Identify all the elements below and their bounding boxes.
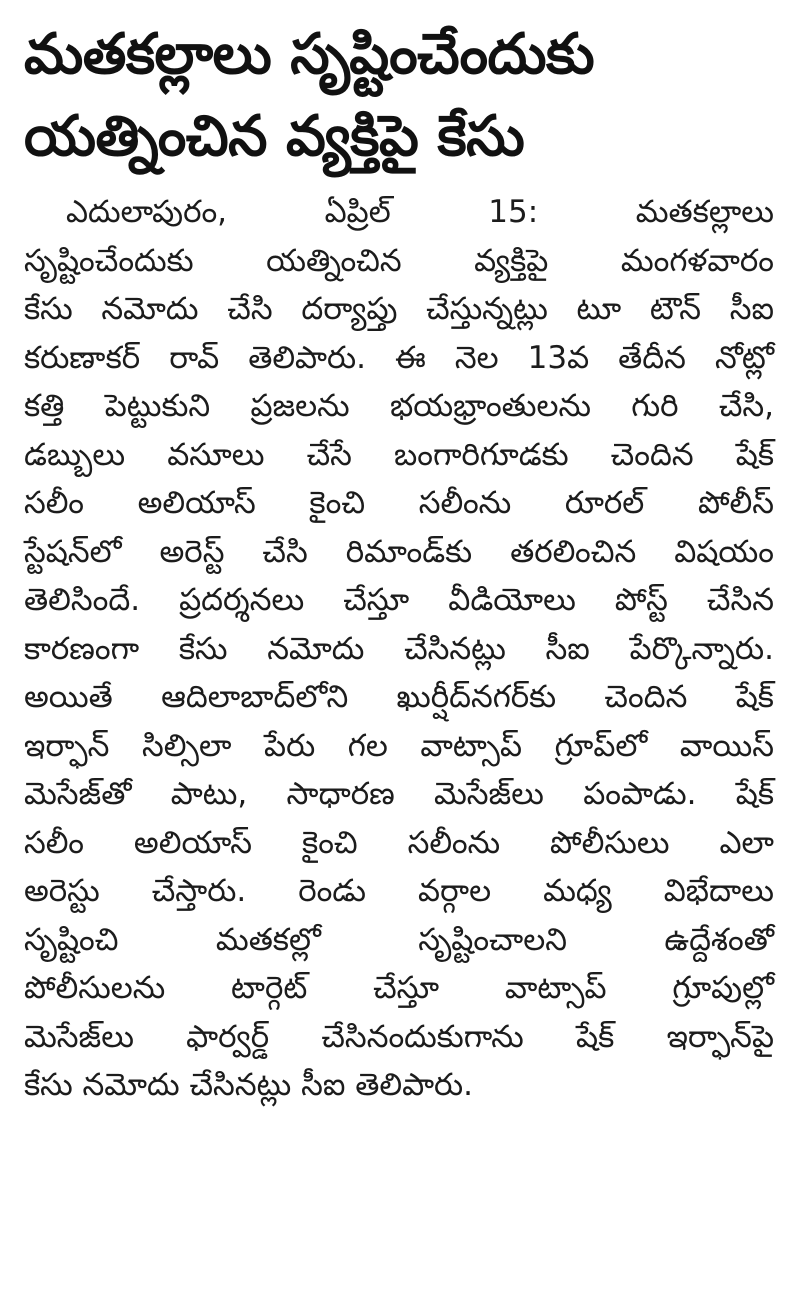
body-line: సలీం అలియాస్ కైంచి సలీంను రూరల్ పోలీస్ bbox=[24, 485, 774, 521]
body-line: కేసు నమోదు చేసి దర్యాప్తు చేస్తున్నట్లు టూ టౌన్ సీఐ bbox=[24, 291, 774, 327]
body-line: పోలీసులను టార్గెట్ చేస్తూ వాట్సాప్ గ్రూపుల్లో bbox=[24, 970, 774, 1006]
body-line: కారణంగా కేసు నమోదు చేసినట్లు సీఐ పేర్కొన్నారు. bbox=[24, 630, 774, 667]
headline-line-1: మతకల్లాలు సృష్టించేందుకు bbox=[24, 22, 595, 87]
body-line: తెలిసిందే. ప్రదర్శనలు చేస్తూ వీడియోలు పోస్ట్ చేసిన bbox=[24, 582, 774, 618]
body-line: ఇర్ఫాన్ సిల్సిలా పేరు గల వాట్సాప్ గ్రూప్‌లో వాయిస్ bbox=[24, 727, 774, 764]
body-line: సృష్టించి మతకల్లో సృష్టించాలని ఉద్దేశంతో bbox=[24, 921, 774, 958]
article-body bbox=[24, 188, 774, 1110]
headline-line-2: యత్నించిన వ్యక్తిపై కేసు bbox=[24, 104, 525, 169]
body-line: అరెస్టు చేస్తారు. రెండు వర్గాల మధ్య విభేదాలు bbox=[24, 873, 774, 909]
body-line: కత్తి పెట్టుకుని ప్రజలను భయభ్రాంతులను గురి చేసి, bbox=[24, 388, 774, 424]
body-line: మెసేజ్‌లు ఫార్వర్డ్ చేసినందుకుగాను షేక్ ఇర్ఫాన్‌పై bbox=[24, 1018, 774, 1055]
body-line: స్టేషన్‌లో అరెస్ట్ చేసి రిమాండ్‌కు తరలించిన విషయం bbox=[24, 533, 774, 570]
body-line: డబ్బులు వసూలు చేసే బంగారిగూడకు చెందిన షేక్ bbox=[24, 436, 774, 473]
body-line: కరుణాకర్ రావ్ తెలిపారు. ఈ నెల 13వ తేదీన నోట్లో bbox=[24, 339, 774, 376]
body-line: మెసేజ్‌తో పాటు, సాధారణ మెసేజ్‌లు పంపాడు. షేక్ bbox=[24, 776, 774, 812]
body-line: అయితే ఆదిలాబాద్‌లోని ఖుర్షీద్‌నగర్‌కు చెందిన షేక్ bbox=[24, 679, 774, 715]
body-line: ఎదులాపురం, ఏప్రిల్ 15: మతకల్లాలు bbox=[66, 194, 774, 230]
body-line: సృష్టించేందుకు యత్నించిన వ్యక్తిపై మంగళవారం bbox=[24, 242, 774, 279]
body-line: సలీం అలియాస్ కైంచి సలీంను పోలీసులు ఎలా bbox=[24, 824, 774, 861]
headline bbox=[24, 14, 774, 178]
body-line: కేసు నమోదు చేసినట్లు సీఐ తెలిపారు. bbox=[24, 1067, 474, 1103]
